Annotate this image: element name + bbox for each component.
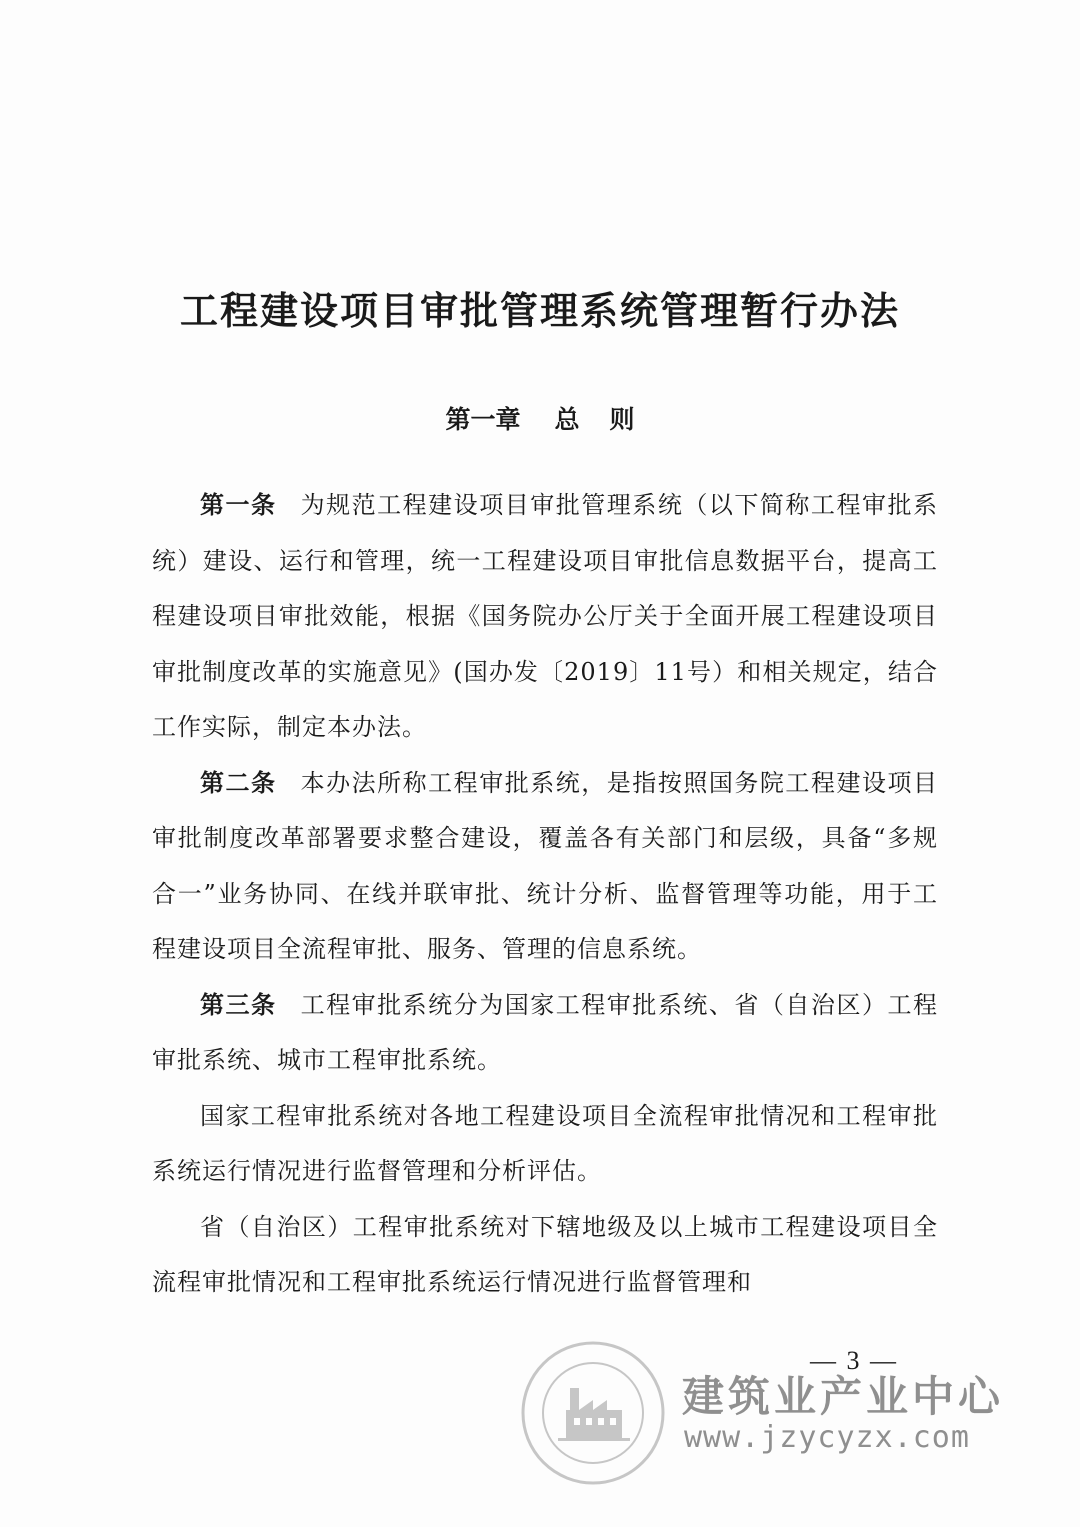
- article-text: 本办法所称工程审批系统，是指按照国务院工程建设项目审批制度改革部署要求整合建设，覆盖各有关部门和层级，具备“多规合一”业务协同、在线并联审批、统计分析、监督管理等功能，用于工程建设项目全流程审批、服务、管理的信息系统。: [152, 768, 939, 963]
- watermark-url: www.jzycyzx.com: [684, 1420, 970, 1455]
- document-title: 工程建设项目审批管理系统管理暂行办法: [179, 289, 900, 333]
- paragraph-article-1: [152, 478, 938, 756]
- paragraph-text: 省（自治区）工程审批系统对下辖地级及以上城市工程建设项目全流程审批情况和工程审批系统运行情况进行监督管理和: [152, 1212, 938, 1296]
- paragraph-national-system: [152, 1089, 938, 1200]
- article-label: 第三条: [200, 990, 277, 1019]
- paragraph-article-3: [152, 978, 938, 1089]
- article-text: 为规范工程建设项目审批管理系统（以下简称工程审批系统）建设、运行和管理，统一工程建设项目审批信息数据平台，提高工程建设项目审批效能，根据《国务院办公厅关于全面开展工程建设项目审批制度改革的实施意见》(国办发〔2019〕11号）和相关规定，结合工作实际，制定本办法。: [152, 491, 939, 741]
- chapter-title-char-1: 总: [554, 405, 580, 434]
- paragraph-article-2: [152, 756, 938, 978]
- paragraph-text: 国家工程审批系统对各地工程建设项目全流程审批情况和工程审批系统运行情况进行监督管理和分析评估。: [152, 1101, 938, 1185]
- article-label: 第二条: [200, 768, 277, 797]
- page-number: — 3 —: [810, 1346, 898, 1375]
- watermark-name: 建筑业产业中心: [682, 1372, 1005, 1421]
- paragraph-provincial-system: [152, 1200, 938, 1311]
- article-text: 工程审批系统分为国家工程审批系统、省（自治区）工程审批系统、城市工程审批系统。: [152, 990, 939, 1074]
- watermark-seal-icon: [518, 1338, 668, 1488]
- chapter-title-char-2: 则: [609, 405, 635, 434]
- chapter-heading: [0, 400, 1080, 436]
- article-label: 第一条: [200, 491, 277, 519]
- document-body: [152, 478, 938, 1311]
- chapter-number: 第一章: [445, 405, 521, 434]
